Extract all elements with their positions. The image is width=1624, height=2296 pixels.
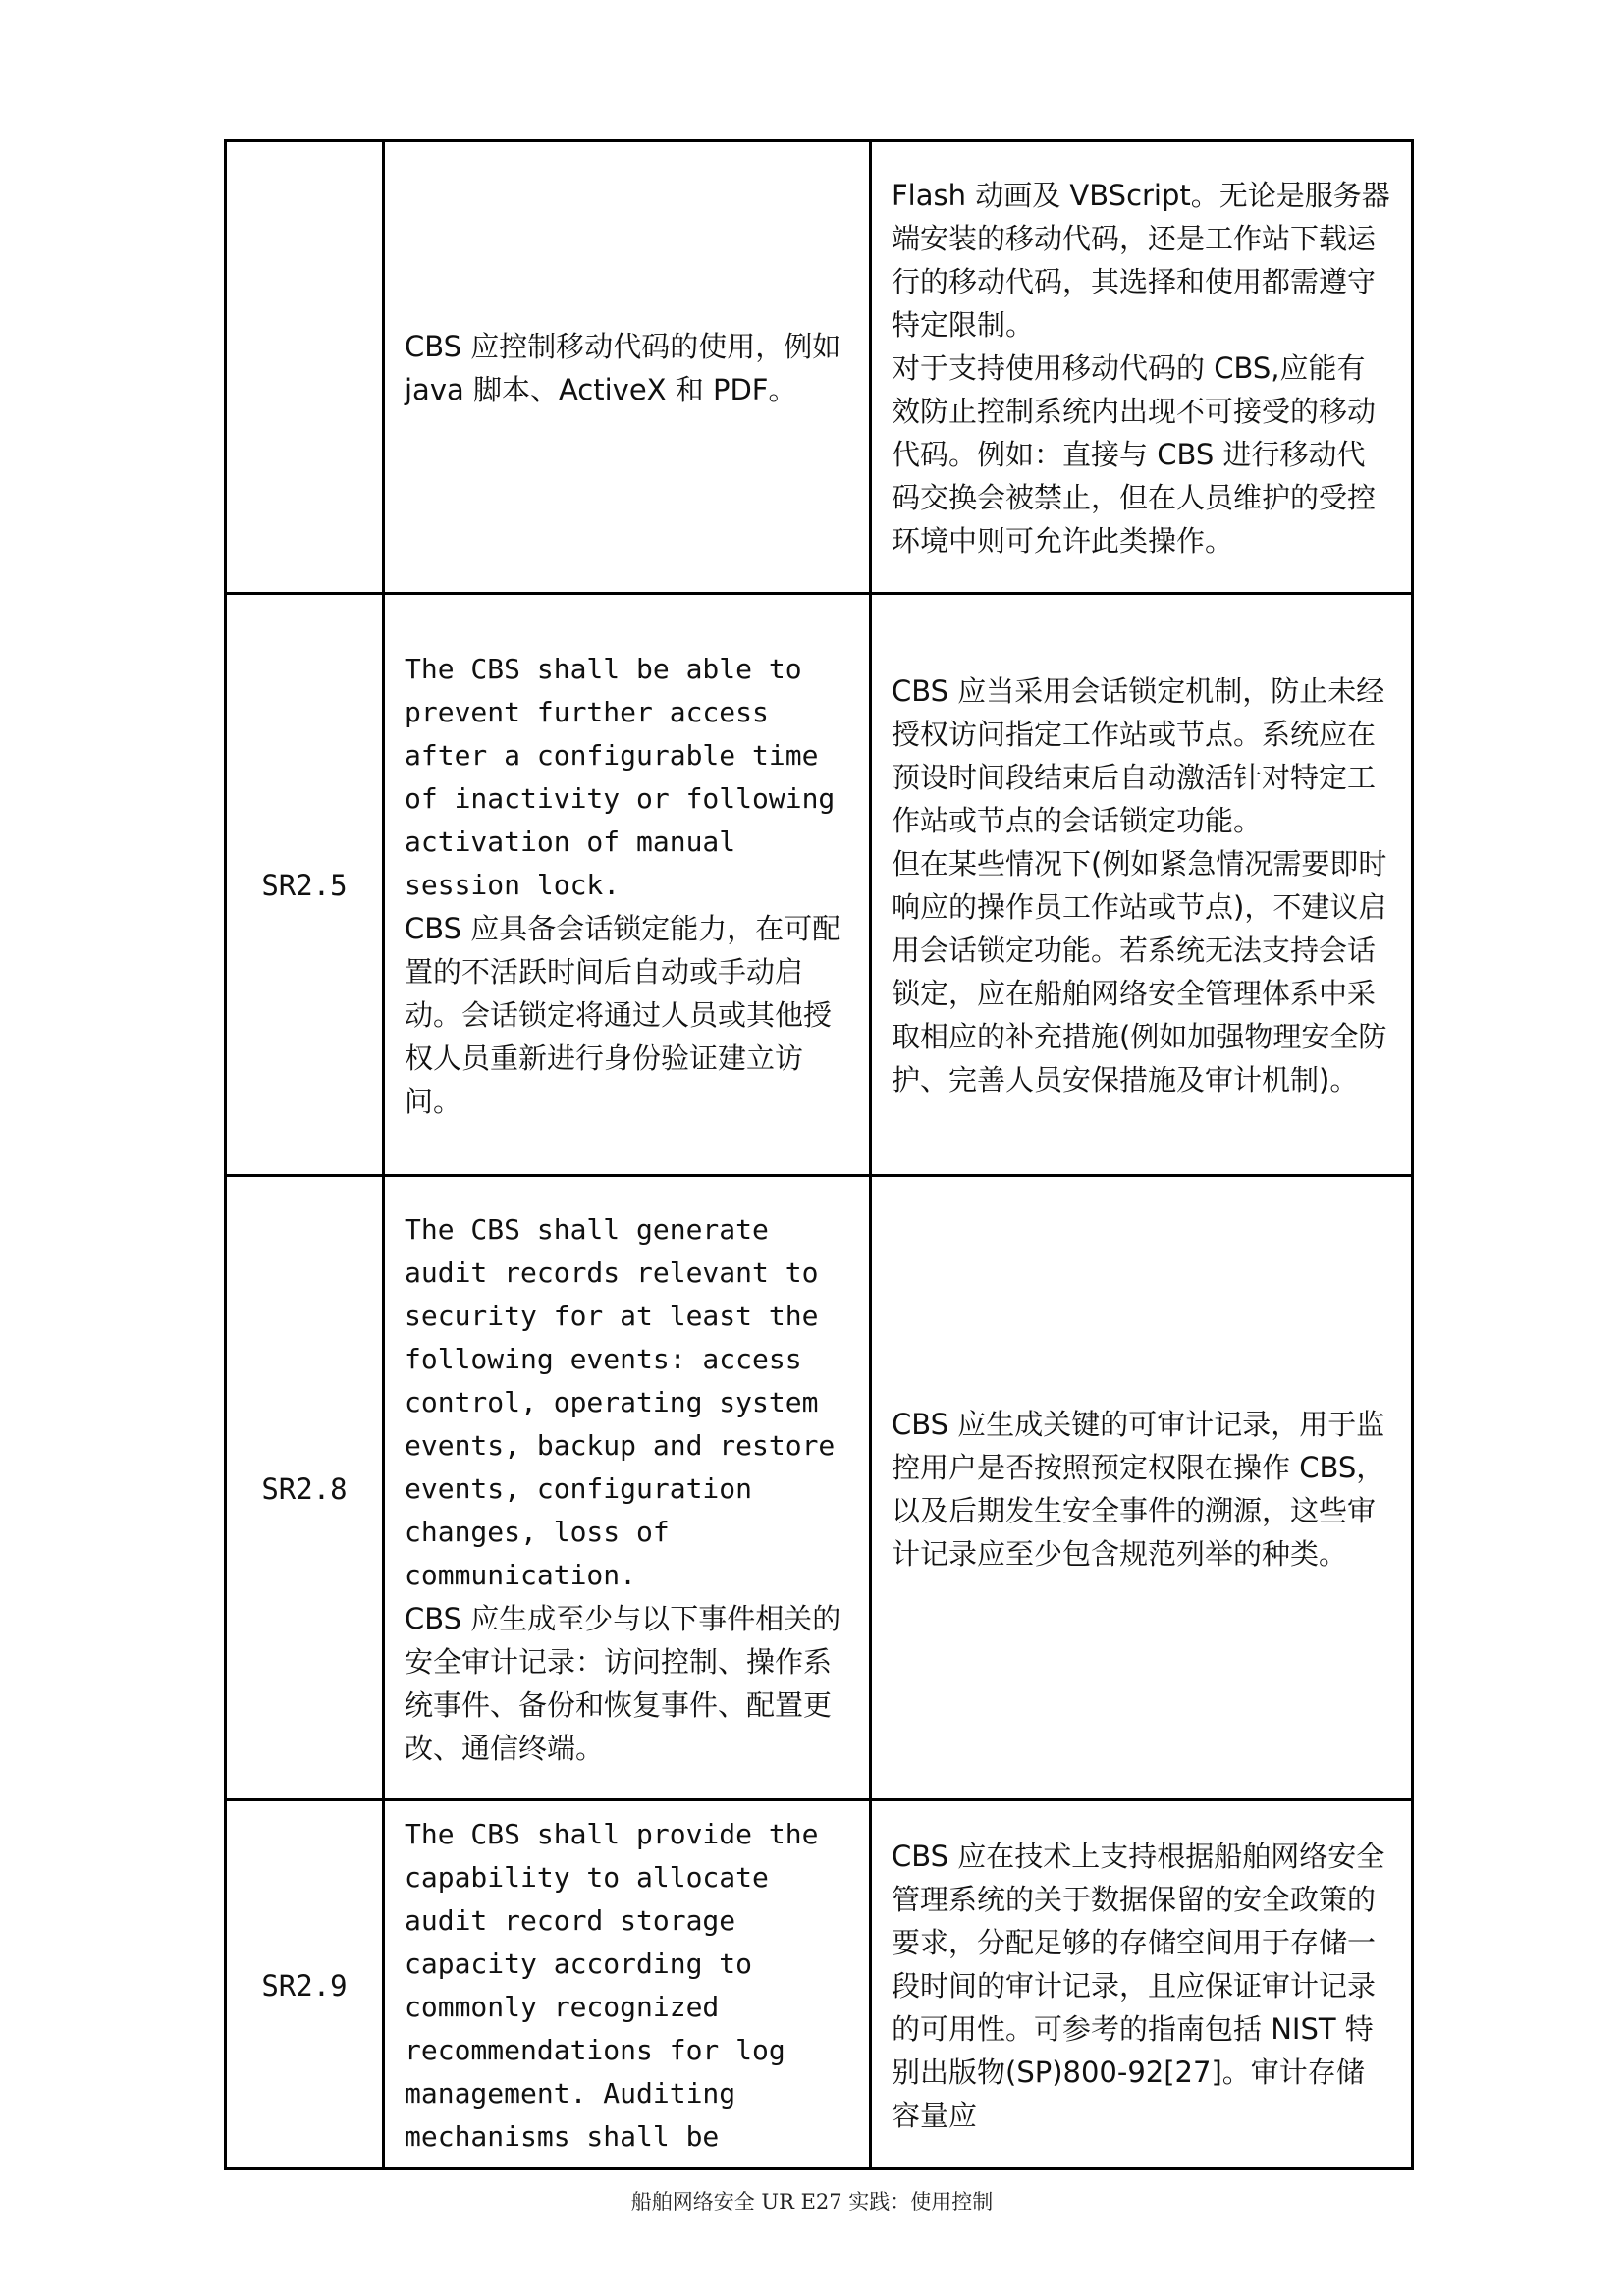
requirement-cell bbox=[384, 141, 871, 594]
page-footer: 船舶网络安全 UR E27 实践：使用控制 bbox=[630, 2190, 994, 2214]
requirement-id: SR2.9 bbox=[226, 1800, 384, 2169]
note-cell bbox=[871, 141, 1413, 594]
note-cell bbox=[871, 1800, 1413, 2169]
note-paragraph: 但在某些情况下(例如紧急情况需要即时响应的操作员工作站或节点)，不建议启用会话锁定功能。若系统无法支持会话锁定，应在船舶网络安全管理体系中采取相应的补充措施(例如加强物理安全防护、完善人员安保措施及审计机制)。 bbox=[892, 847, 1387, 1096]
table-row bbox=[226, 1800, 1413, 2169]
requirements-table bbox=[224, 139, 1414, 2170]
table-row bbox=[226, 1176, 1413, 1800]
requirement-text-cn: CBS 应具备会话锁定能力，在可配置的不活跃时间后自动或手动启动。会话锁定将通过人员或其他授权人员重新进行身份验证建立访问。 bbox=[405, 912, 841, 1118]
requirement-id bbox=[226, 141, 384, 594]
note-paragraph: 对于支持使用移动代码的 CBS,应能有效防止控制系统内出现不可接受的移动代码。例如：直接与 CBS 进行移动代码交换会被禁止，但在人员维护的受控环境中则可允许此类操作。 bbox=[892, 351, 1377, 558]
note-cell bbox=[871, 594, 1413, 1176]
requirement-id: SR2.8 bbox=[226, 1176, 384, 1800]
note-paragraph: CBS 应在技术上支持根据船舶网络安全管理系统的关于数据保留的安全政策的要求，分配足够的存储空间用于存储一段时间的审计记录，且应保证审计记录的可用性。可参考的指南包括 NIST 特别出版物(SP)800-92[27]。审计存储容量应 bbox=[892, 1839, 1385, 2132]
requirement-cell bbox=[384, 1176, 871, 1800]
table-row bbox=[226, 594, 1413, 1176]
requirement-text-cn: CBS 应生成至少与以下事件相关的安全审计记录：访问控制、操作系统事件、备份和恢复事件、配置更改、通信终端。 bbox=[405, 1601, 841, 1765]
requirement-text-cn: CBS 应控制移动代码的使用，例如 java 脚本、ActiveX 和 PDF。 bbox=[405, 330, 841, 406]
table-row bbox=[226, 141, 1413, 594]
requirement-text-en: The CBS shall generate audit records relevant to security for at least the following events: access control, operating system events, backup and restore events, configuration changes, loss of communication. bbox=[405, 1212, 852, 1591]
note-paragraph: Flash 动画及 VBScript。无论是服务器端安装的移动代码，还是工作站下载运行的移动代码，其选择和使用都需遵守特定限制。 bbox=[892, 179, 1390, 342]
requirement-cell bbox=[384, 594, 871, 1176]
note-cell bbox=[871, 1176, 1413, 1800]
requirement-text-en: The CBS shall provide the capability to allocate audit record storage capacity according to commonly recognized recommendations for log management. Auditing mechanisms shall be bbox=[405, 1817, 836, 2153]
requirement-cell bbox=[384, 1800, 871, 2169]
requirement-text-en: The CBS shall be able to prevent further access after a configurable time of inactivity or following activation of manual session lock. bbox=[405, 653, 852, 901]
requirement-id: SR2.5 bbox=[226, 594, 384, 1176]
note-paragraph: CBS 应生成关键的可审计记录，用于监控用户是否按照预定权限在操作 CBS，以及后期发生安全事件的溯源，这些审计记录应至少包含规范列举的种类。 bbox=[892, 1407, 1385, 1571]
note-paragraph: CBS 应当采用会话锁定机制，防止未经授权访问指定工作站或节点。系统应在预设时间段结束后自动激活针对特定工作站或节点的会话锁定功能。 bbox=[892, 674, 1385, 837]
